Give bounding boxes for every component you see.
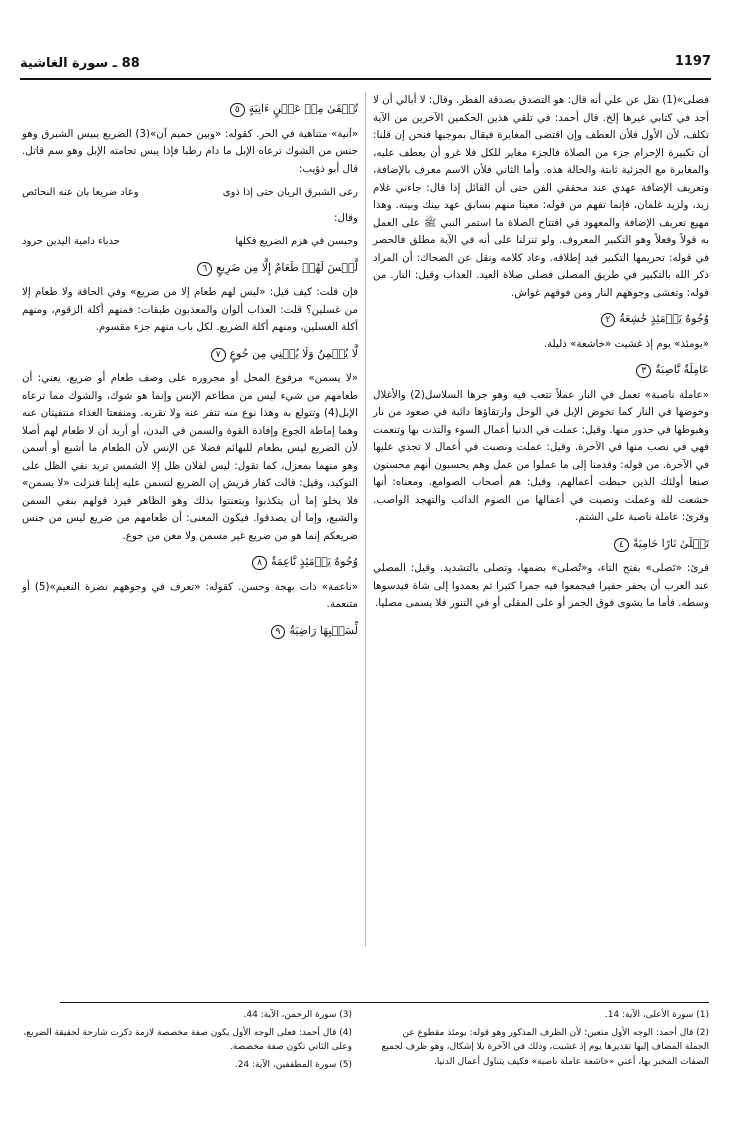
verse-text: لِّسَعۡيِهَا رَاضِيَةٌ: [289, 623, 358, 637]
verse-text: وُجُوهٌ يَوۡمَئِذٍ نَّاعِمَةٌ: [270, 555, 358, 568]
verse-text: لَّيۡسَ لَهُمۡ طَعَامٌ إِلَّا مِن ضَرِيعٍ: [216, 260, 358, 274]
verse-number: ٢: [601, 313, 616, 327]
quran-verse: [22, 345, 358, 363]
verse-number: ٦: [197, 262, 212, 276]
hemistich-first: وحبسن في هزم الضريع فكلها: [235, 236, 358, 247]
verse-text: لَّا يُسۡمِنُ وَلَا يُغۡنِي مِن جُوعٍ: [229, 346, 358, 360]
running-head-page-number: 1197: [674, 54, 711, 69]
quran-verse: [373, 361, 709, 379]
poetry-line: [22, 233, 358, 251]
quran-verse: [373, 535, 709, 553]
paragraph: قرئ: «تَصلى» بفتح التاء، و«تُصلى» بضمها، وتصلى بالتشديد. وقيل: المصلي عند العرب أن يحفر حفيرا فيجمعوا فيه جمرا كثيرا ثم يعمدوا إلى شاة فيدسوها وسطه. فأما ما يشوى فوق الجمر أو على المقلى أو في التنور فلا يسمى مصليا.: [373, 562, 709, 609]
footnote: (4) قال أحمد: فعلى الوجه الأول يكون صفة مخصصة لازمة ذكرت شارحة لحقيقة الضريع، وعلى الثاني تكون صفة مخصصة.: [23, 1027, 352, 1052]
paragraph: فصلى»(1) نقل عن علي أنه قال: هو التصدق بصدقة الفطر. وقال: لا أبالي أن لا أجد في كتابي غيرها إلخ. قال أحمد: في تلقي هذين الحكمين الآخرين من الآية تكلف، لأن الأول فلأن العطف وإن اقتضى المغايرة فيقال بموجبها فنحن إن قلنا: أن تكبيرة الإحرام جزء من الصلاة فالجزء مغاير للكل فلا غرو أن يعطف عليه، والمغايرة مع الجزئية ثابتة والحالة هذه. وأما الثاني فلأن الاسم معرف بالإضافة، وتعريف الإضافة عهدي عند محققي الفن حتى أن القائل إذا قال: جاءني غلام زيد، ولزيد غلمان، فإنما تفهم من قوله: معينا منهم بسابق عهد بينك وبينه. وهذا مهيع تعريف الإضافة والمعهود في افتتاح الصلاة ما استمر النبي ﷺ على العمل به قولاً وفعلاً وهو التكبير المعروف. ولو تنزلنا على أنه في الآية مطلق فالحصر في قوله: تحريمها التكبير قيد إطلاقه. وعاد كلامه ونقل عن الضحاك: أن المراد ذكر الله بالتكبير في طريق المصلى فصلى صلاة العيد. العذاب وقيل: النار. من قوله: وتغشى وجوههم النار ومن فوقهم غواش.: [373, 94, 709, 299]
paragraph: «ناعمة» ذات بهجة وحسن. كقوله: «تعرف في وجوههم نضرة النعيم»(5) أو متنعمة.: [22, 580, 358, 610]
paragraph: وقال:: [334, 211, 358, 224]
page-header: [20, 54, 711, 76]
hemistich-second: وعاد ضريعا بان عنه النحائص: [22, 187, 139, 198]
paragraph: «يومئذ» يوم إذ غشيت «خاشعة» ذليلة.: [543, 337, 709, 350]
footnote-rule: [60, 1002, 709, 1003]
paragraph: «آنية» متناهية في الحر. كقوله: «وبين حميم آن»(3) الضريع يبيس الشبرق وهو جنس من الشوك ترعاه الإبل ما دام رطبا فإذا يبس تحامته الإبل وهو سم قاتل. قال أبو ذؤيب:: [22, 127, 358, 175]
footnote: (5) سورة المطففين، الآية: 24.: [234, 1059, 352, 1070]
verse-text: تَصۡلَىٰ نَارًا حَامِيَةً: [632, 536, 709, 550]
running-head-sura-title: 88 ـ سورة الغاشية: [20, 56, 140, 71]
verse-number: ٧: [211, 348, 226, 362]
verse-number: ٣: [636, 364, 651, 378]
footnotes-left: [22, 1008, 352, 1075]
column-divider: [365, 92, 366, 947]
quran-verse: [22, 259, 358, 277]
right-column: [373, 92, 709, 619]
quran-verse: [22, 553, 358, 571]
footnote: (3) سورة الرحمن، الآية: 44.: [243, 1010, 352, 1020]
paragraph: فإن قلت: كيف قيل: «ليس لهم طعام إلا من ضريع» وفي الحاقة ولا طعام إلا من غسلين؟ قلت: العذاب ألوان والمعذبون طبقات: فمنهم أكلة الزقوم، ومنهم أكلة الغسلين، ومنهم أكلة الضريع. لكل باب منهم جزء مقسوم.: [22, 286, 358, 333]
verse-number: ٩: [271, 625, 286, 639]
footnote: (1) سورة الأعلى، الآية: 14.: [604, 1010, 709, 1020]
footnotes-right: [379, 1008, 709, 1072]
paragraph: «عاملة ناصبة» تعمل في النار عملاً تتعب فيه وهو جرها السلاسل(2) والأغلال وخوضها في النار كما تخوض الإبل في الوحل وارتقاؤها دائبة في صعود من نار وهبوطها في حدور منها. وقيل: عملت في الدنيا أعمال السوء والتذت بها وتنعمت فهي في نصب منها في الآخرة. وقيل: عملت ونصبت في أعمال لا تجدي عليها في الآخرة. من قوله: وقدمنا إلى ما عملوا من عمل وهم يحسبون أنهم محسنون صنعا أولئك الذين حبطت أعمالهم. وقيل: هم أصحاب الصوامع. ومعناه: أنها خشعت لله وعملت ونصبت في أعمالها من الصوم الدائب والتهجد الواصب. وقرئ: عاملة ناصبة على الشتم.: [373, 388, 709, 523]
paragraph: «لا يسمن» مرفوع المحل أو مجروره على وصف طعام أو ضريع، يعني: أن طعامهم من شيء ليس من مطاعم الإنس وإنما هو شوك، والشوك مما ترعاه الإبل(4) وتتولع به وهذا نوع منه تنفر عنه ولا تقربه. ومنفعتا الغذاء منتفيتان عنه وهما إماطة الجوع وإفادة القوة والسمن في البدن، أو أريد أن لا طعام لهم أصلا لأن الضريع ليس بطعام للبهائم فضلا عن الإنس لأن الطعام ما أشبع أو أسمن وهو منهما بمعزل، كما تقول: ليس لفلان ظل إلا الشمس تريد نفي الظل على التوكيد، وقيل: قالت كفار قريش إن الضريع لتسمن عليه إبلنا فنزلت «لا يسمن» فلا يخلو إما أن يتكذبوا ويتعنتوا بذلك وهو الظاهر فيرد قولهم بنفي السمن والشبع، وإما أن يصدقوا. فيكون المعنى: أن طعامهم من ضريع ليس من جنس ضريعكم إنما هو من ضريع غير مسمن ولا مغن من جوع.: [22, 372, 358, 542]
verse-text: عَامِلَةٌ نَّاصِبَةٌ: [655, 363, 709, 376]
poetry-line: [22, 184, 358, 202]
verse-text: وُجُوهٌ يَوۡمَئِذٍ خَٰشِعَةٌ: [619, 312, 709, 325]
quran-verse: [373, 310, 709, 328]
verse-number: ٥: [230, 103, 245, 117]
hemistich-second: حدباء دامية اليدين حرود: [22, 236, 120, 247]
hemistich-first: رعى الشبرق الريان حتى إذا ذوى: [222, 187, 358, 198]
quran-verse: [22, 100, 358, 118]
quran-verse: [22, 622, 358, 640]
verse-number: ٨: [252, 556, 267, 570]
verse-number: ٤: [614, 538, 629, 552]
left-column: [22, 92, 358, 647]
header-rule: [20, 78, 711, 80]
footnote: (2) قال أحمد: الوجه الأول متعين؛ لأن الظرف المذكور وهو قوله: يومئذ مقطوع عن الجملة المضاف إليها تقديرها يوم إذ غشيت، وذلك في الآخرة بلا إشكال، وهو ظرف لجميع الصفات المخبر بها، أعني «خاشعة عاملة ناصبة» فكيف يتناول أعمال الدنيا.: [381, 1027, 709, 1067]
verse-text: تُسۡقَىٰ مِنۡ عَيۡنٍ ءَانِيَةٍ: [248, 102, 358, 115]
